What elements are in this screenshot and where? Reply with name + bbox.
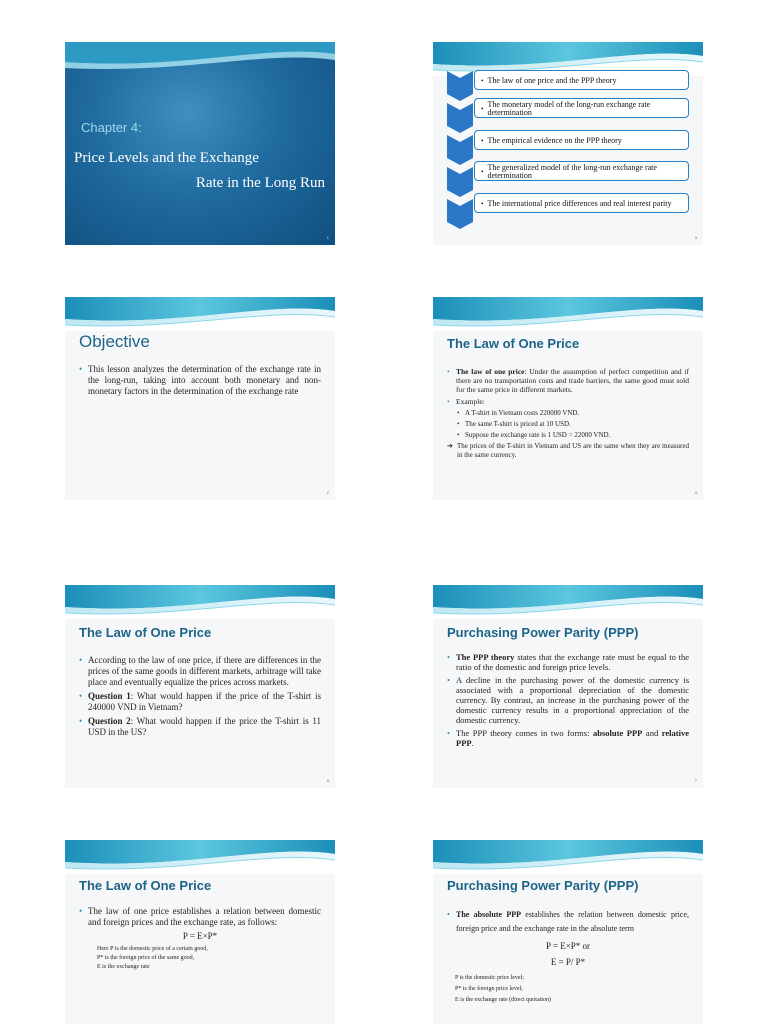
bullet: • According to the law of one price, if there are differences in the prices of the same goods in different markets, arbitrage will take place and eventually equalize the prices across markets.	[79, 655, 321, 688]
note-line: E is the exchange rate (direct quotation)	[455, 997, 551, 1003]
chevron-icon	[447, 71, 473, 101]
bullet-text: and	[642, 728, 662, 738]
question-text: : What would happen if the price the T-shirt is 11 USD in the US?	[88, 716, 322, 737]
slide-title: The Law of One Price	[79, 625, 212, 640]
page-number: 3	[694, 235, 697, 240]
formula-notes	[79, 945, 321, 972]
question-text: : What would happen if the price of the T-shirt is 240000 VND in Vietnam?	[88, 691, 321, 712]
chevron-icon	[447, 103, 473, 133]
sub-bullet: • Suppose the exchange rate is 1 USD = 22000 VND.	[447, 431, 689, 440]
agenda-item: • The empirical evidence on the PPP theory	[474, 130, 689, 150]
bullet	[79, 716, 321, 738]
note-line: E is the exchange rate	[97, 964, 150, 970]
page-number: 4	[694, 490, 697, 495]
slide-law-of-one-price-questions	[65, 585, 335, 788]
bold-term: absolute PPP	[593, 728, 643, 738]
question-label: Question 2	[88, 716, 131, 726]
slide-cover	[65, 42, 335, 245]
slide-title: The Law of One Price	[79, 878, 212, 893]
sub-bullet: • The same T-shirt is priced at 10 USD.	[447, 420, 689, 429]
agenda-item-label: The generalized model of the long-run exchange rate determination	[487, 162, 657, 180]
page-number: 1	[326, 235, 329, 240]
agenda-item-label: The monetary model of the long-run exchange rate determination	[487, 99, 651, 117]
chevron-icon	[447, 135, 473, 165]
slide-ppp	[433, 585, 703, 788]
wave-decoration	[433, 585, 703, 619]
slide-law-of-one-price-formula	[65, 840, 335, 1024]
question-label: Question 1	[88, 691, 131, 701]
wave-decoration	[65, 42, 335, 76]
bullet-text: establishes the relation between domestic price, foreign price and the exchange rate in the absolute term	[456, 910, 689, 933]
bullet: • This lesson analyzes the determination of the exchange rate in the long-run, taking into account both monetary and non-monetary factors in the determination of the exchange rate	[79, 364, 321, 397]
agenda-item: • The generalized model of the long-run exchange rate determination	[474, 161, 689, 181]
bullet	[447, 367, 689, 394]
slide-agenda	[433, 42, 703, 245]
bullet	[447, 908, 689, 936]
slide-objective	[65, 297, 335, 500]
formula: P = E×P*	[182, 931, 218, 941]
bullet	[79, 691, 321, 713]
cover-title-line1: Price Levels and the Exchange	[74, 150, 259, 166]
agenda-item: • The international price differences and real interest parity	[474, 193, 689, 213]
note-line: P is the domestic price level;	[455, 975, 524, 981]
bullet	[447, 652, 689, 672]
bullet	[447, 728, 689, 748]
bold-term: The PPP theory	[456, 652, 515, 662]
page-number: 5	[326, 778, 329, 783]
note-line: P* is the foreign price level;	[455, 986, 523, 992]
bullet: • The law of one price establishes a relation between domestic and foreign prices and the exchange rate, as follows:	[79, 906, 321, 928]
formula-notes	[447, 973, 689, 1006]
slide-title: Purchasing Power Parity (PPP)	[447, 878, 639, 893]
note-line: P* is the foreign price of the same good,	[97, 955, 195, 961]
chapter-label: Chapter 4:	[81, 120, 142, 135]
slide-title: Purchasing Power Parity (PPP)	[447, 625, 639, 640]
note-line: Here P is the domestic price of a certain good,	[97, 946, 208, 952]
agenda-item: • The monetary model of the long-run exchange rate determination	[474, 98, 689, 118]
page-number: 2	[326, 490, 329, 495]
wave-decoration	[65, 840, 335, 874]
wave-decoration	[433, 840, 703, 874]
bullet-text: .	[471, 738, 474, 748]
bullet-text: states that the exchange rate must be equal to the ratio of the domestic and foreign price levels.	[456, 652, 689, 672]
page-number: 7	[694, 778, 697, 783]
wave-decoration	[65, 585, 335, 619]
agenda-item-label: The empirical evidence on the PPP theory	[487, 135, 622, 145]
cover-title-line2: Rate in the Long Run	[195, 175, 325, 191]
bullet-text: The PPP theory comes in two forms:	[456, 728, 593, 738]
bullet: • Example:	[447, 397, 689, 406]
formula: E = P/ P*	[550, 957, 586, 967]
bold-term: The law of one price	[456, 367, 525, 376]
chevron-icon	[447, 199, 473, 229]
wave-decoration	[65, 297, 335, 331]
slide-absolute-ppp	[433, 840, 703, 1024]
bold-term: relative PPP	[456, 728, 689, 748]
bold-term: The absolute PPP	[456, 910, 521, 919]
agenda-item-label: The law of one price and the PPP theory	[487, 75, 617, 85]
sub-bullet: • A T-shirt in Vietnam costs 220000 VND.	[447, 409, 689, 418]
chevron-icon	[447, 167, 473, 197]
formula: P = E×P* or	[545, 941, 591, 951]
slide-title: The Law of One Price	[447, 336, 580, 351]
slide-title: Objective	[79, 332, 150, 351]
bullet-text: : Under the assumption of perfect competition and if there are no transportation costs and trade barriers, the same good must sold for the same price in different markets.	[456, 367, 689, 394]
agenda-item-label: The international price differences and real interest parity	[487, 198, 672, 208]
agenda-item: • The law of one price and the PPP theory	[474, 70, 689, 90]
bullet: • A decline in the purchasing power of the domestic currency is associated with a proportional depreciation of the domestic currency. By contrast, an increase in the purchasing power of the domestic currency results in a proportional appreciation of the domestic currency.	[447, 675, 689, 725]
wave-decoration	[433, 297, 703, 331]
arrow-note: ➔ The prices of the T-shirt in Vietnam and US are the same when they are measured in the same currency.	[447, 442, 689, 460]
slide-law-of-one-price	[433, 297, 703, 500]
